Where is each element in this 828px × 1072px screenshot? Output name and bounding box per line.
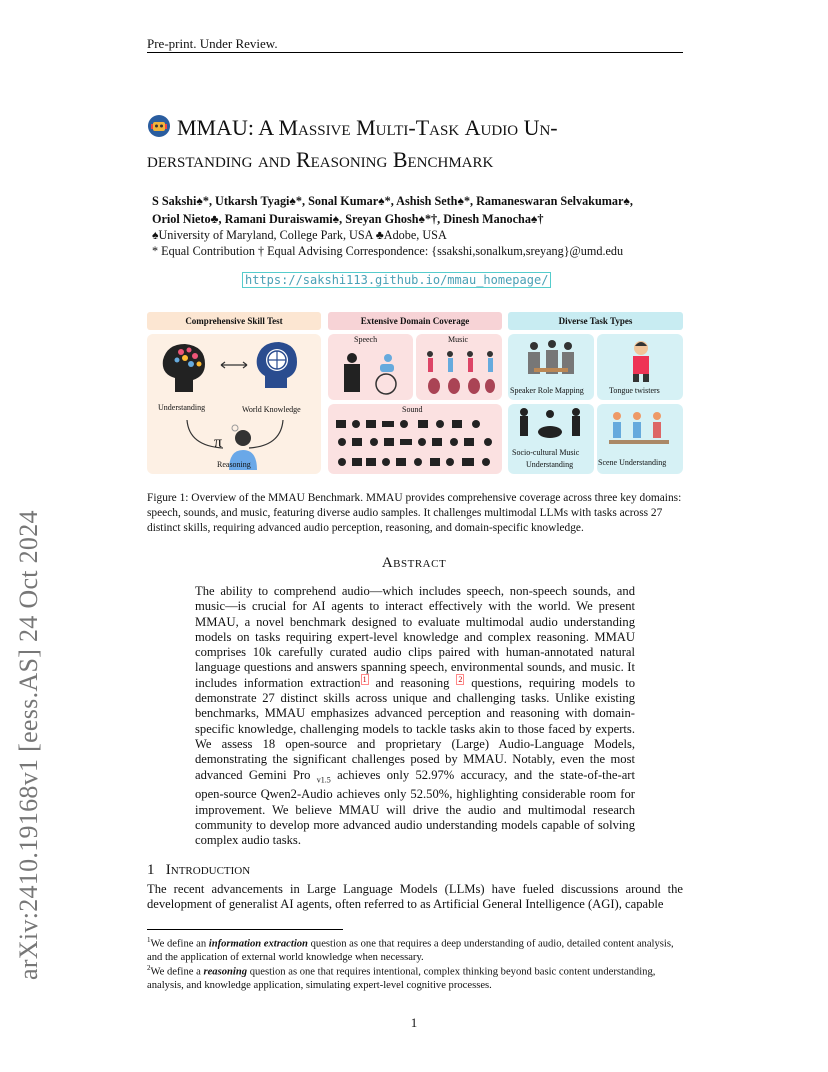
label-understanding: Understanding — [158, 403, 206, 412]
footnote-part: We define an — [150, 938, 209, 950]
figure-caption: Figure 1: Overview of the MMAU Benchmark. MMAU provides comprehensive coverage across three key domains: speech, sounds, and music, featuring diverse audio samples. It challenges multimodal LLMs with tasks across 27 distinct skills, requiring advanced audio perception, reasoning, and domain-specific knowledge. — [147, 492, 682, 534]
abstract-text — [195, 584, 635, 849]
abstract-part: The ability to comprehend audio—which includes speech, non-speech sounds, and music—is crucial for AI agents to interact effectively with the world. We present MMAU, a novel benchmark designed to evaluate multimodal audio understanding models on tasks requiring expert-level knowledge and complex reasoning. MMAU comprises 10k carefully curated audio clips paired with human-annotated natural language questions and answers spanning speech, environmental sounds, and music. It includes information extraction — [195, 584, 635, 690]
speaker-role-panel — [508, 334, 594, 400]
speech-panel — [328, 334, 413, 400]
footnote-part: We define a — [150, 966, 204, 978]
header-domain: Extensive Domain Coverage — [328, 312, 502, 330]
footnote-link-2[interactable]: 2 — [458, 674, 463, 684]
section-title: Introduction — [165, 862, 251, 878]
label-reasoning: Reasoning — [217, 460, 251, 469]
label-speaker-role: Speaker Role Mapping — [510, 386, 584, 395]
label-sociocultural: Socio-cultural Music — [512, 448, 580, 457]
sociocultural-panel — [508, 404, 594, 474]
title-word: Audio — [464, 115, 519, 140]
section-number: 1 — [147, 862, 155, 878]
author-line: Oriol Nieto♣, Ramani Duraiswami♠, Sreyan Ghosh♠*†, Dinesh Manocha♠† — [152, 212, 544, 226]
abstract-heading: Abstract — [381, 555, 447, 571]
header-rule — [147, 52, 683, 53]
pi-symbol: π — [214, 434, 223, 451]
affiliations: ♠University of Maryland, College Park, USA ♣Adobe, USA — [152, 228, 447, 242]
footnote-term: information extraction — [208, 938, 308, 950]
header-skill: Comprehensive Skill Test — [147, 312, 321, 330]
section-heading-intro — [147, 862, 250, 879]
preprint-header: Pre-print. Under Review. — [147, 36, 278, 51]
label-music: Music — [448, 335, 468, 344]
label-world-knowledge: World Knowledge — [242, 405, 301, 414]
abstract-part: and reasoning — [368, 675, 457, 690]
label-sound: Sound — [402, 405, 423, 414]
title-word: derstanding and — [147, 147, 291, 172]
contribution-note: * Equal Contribution † Equal Advising Correspondence: {ssakshi,sonalkum,sreyang}@umd.edu — [152, 244, 624, 258]
sound-panel — [328, 404, 502, 474]
homepage-link[interactable]: https://sakshi113.github.io/mmau_homepage/ — [242, 272, 551, 288]
label-speech: Speech — [354, 335, 378, 344]
skill-panel — [147, 334, 321, 474]
tongue-twister-panel — [597, 334, 683, 400]
intro-text: The recent advancements in Large Language Models (LLMs) have fueled discussions around the development of generalist AI agents, often referred to as Artificial General Intelligence (AGI), capable — [147, 882, 683, 912]
footnote-link-1[interactable]: 1 — [362, 674, 367, 684]
title-prefix: MMAU: A — [177, 115, 273, 140]
title-word: Benchmark — [392, 147, 494, 172]
footnote-2 — [147, 962, 683, 992]
footnote-term: reasoning — [203, 966, 248, 978]
footnote-rule — [147, 929, 343, 930]
footnote-part: question as one that requires intentional, complex thinking beyond basic content understanding, analysis, and knowledge application, simulating expert-level cognitive processes. — [147, 966, 656, 991]
mmau-logo-icon — [147, 114, 171, 145]
figure-overview — [147, 312, 683, 475]
abstract-part: questions, requiring models to demonstrate 27 distinct skills across unique and challenging tasks. Unlike existing benchmarks, MMAU emphasizes advanced perception and reasoning with domain-specific knowledge, challenging models to tackle tasks akin to those faced by experts. We assess 18 open-source and proprietary (Large) Audio-Language Models, demonstrating the significant challenges posed by MMAU. Notably, even the most advanced Gemini Pro — [195, 675, 635, 782]
title-word: Multi-Task — [356, 115, 460, 140]
header-tasks: Diverse Task Types — [508, 312, 683, 330]
label-scene: Scene Understanding — [598, 458, 667, 467]
footnote-part: question as one that requires a deep understanding of audio, detailed content analysis, and the application of external world knowledge when necessary. — [147, 938, 674, 963]
version-subscript: v1.5 — [316, 775, 331, 785]
title-word: Reasoning — [295, 147, 388, 172]
footnote-1 — [147, 934, 683, 964]
title-word: Massive — [278, 115, 351, 140]
abstract-part: achieves only 52.97% accuracy, and the state-of-the-art open-source Qwen2-Audio achieves only 52.50%, highlighting considerable room for improvement. We believe MMAU will drive the audio and multimodal research community to develop more advanced audio understanding models capable of solving complex audio tasks. — [195, 767, 636, 848]
label-sociocultural-2: Understanding — [526, 460, 574, 469]
footnote-number: 1 — [147, 936, 151, 944]
arxiv-sidebar-id[interactable]: arXiv:2410.19168v1 [eess.AS] 24 Oct 2024 — [14, 510, 43, 980]
footnote-number: 2 — [147, 964, 151, 972]
scene-panel — [597, 404, 683, 474]
music-panel — [416, 334, 502, 400]
author-line: S Sakshi♠*, Utkarsh Tyagi♠*, Sonal Kumar♠*, Ashish Seth♠*, Ramaneswaran Selvakumar♠, — [152, 194, 633, 208]
author-list — [152, 192, 712, 228]
title-word: Un- — [523, 115, 558, 140]
paper-title — [147, 113, 707, 174]
label-tongue-twisters: Tongue twisters — [609, 386, 660, 395]
page-number: 1 — [410, 1015, 418, 1030]
